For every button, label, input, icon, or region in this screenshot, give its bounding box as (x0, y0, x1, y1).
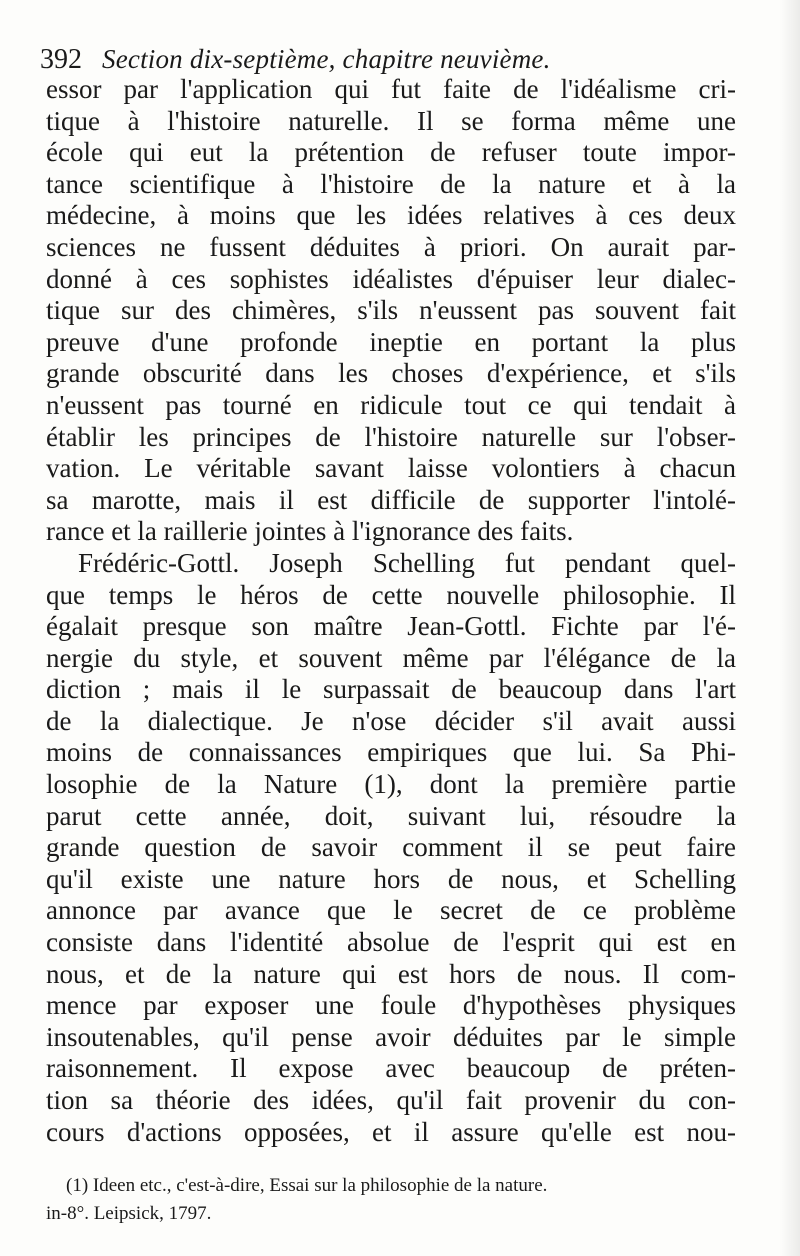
text-line: consiste dans l'identité absolue de l'esprit qui est en (46, 927, 736, 958)
text-line: grande question de savoir comment il se peut faire (46, 832, 736, 863)
text-line: médecine, à moins que les idées relatives à ces deux (46, 200, 736, 231)
text-line: établir les principes de l'histoire naturelle sur l'obser- (46, 421, 736, 452)
footnote-line: (1) Ideen etc., c'est-à-dire, Essai sur la philosophie de la nature. (66, 1175, 548, 1196)
text-line: mence par exposer une foule d'hypothèses physiques (46, 990, 736, 1021)
text-line: insoutenables, qu'il pense avoir déduites par le simple (46, 1021, 736, 1052)
text-line: raisonnement. Il expose avec beaucoup de préten- (46, 1053, 736, 1084)
footnote-line: in-8°. Leipsick, 1797. (46, 1203, 212, 1224)
text-line: tance scientifique à l'histoire de la nature et à la (46, 168, 736, 199)
text-line: n'eussent pas tourné en ridicule tout ce qui tendait à (46, 389, 736, 420)
text-line: cours d'actions opposées, et il assure qu'elle est nou- (46, 1116, 736, 1147)
text-line: rance et la raillerie jointes à l'ignorance des faits. (46, 516, 574, 547)
text-line: vation. Le véritable savant laisse volontiers à chacun (46, 453, 736, 484)
page-number: 392 (40, 44, 82, 75)
text-line: de la dialectique. Je n'ose décider s'il avait aussi (46, 705, 736, 736)
page-edge-shadow (780, 0, 800, 1256)
text-line: tique à l'histoire naturelle. Il se forma même une (46, 105, 736, 136)
text-line: essor par l'application qui fut faite de l'idéalisme cri- (46, 74, 736, 104)
running-head: Section dix-septième, chapitre neuvième. (102, 44, 551, 74)
text-line: tion sa théorie des idées, qu'il fait provenir du con- (46, 1085, 736, 1115)
text-line: moins de connaissances empiriques que lui. Sa Phi- (46, 737, 736, 768)
text-line: diction ; mais il le surpassait de beaucoup dans l'art (46, 674, 736, 705)
text-line: égalait presque son maître Jean-Gottl. Fichte par l'é- (46, 611, 736, 642)
text-line: tique sur des chimères, s'ils n'eussent pas souvent fait (46, 295, 736, 326)
text-line: Frédéric-Gottl. Joseph Schelling fut pendant quel- (78, 547, 736, 578)
text-line: donné à ces sophistes idéalistes d'épuiser leur dialec- (46, 263, 736, 294)
text-line: sciences ne fussent déduites à priori. On aurait par- (46, 231, 736, 262)
text-line: école qui eut la prétention de refuser toute impor- (46, 137, 736, 168)
text-line: nergie du style, et souvent même par l'élégance de la (46, 642, 736, 673)
footnotes (46, 1172, 736, 1228)
text-line: losophie de la Nature (1), dont la première partie (46, 769, 736, 800)
text-line: qu'il existe une nature hors de nous, et Schelling (46, 863, 736, 894)
text-line: que temps le héros de cette nouvelle philosophie. Il (46, 579, 736, 610)
text-line: nous, et de la nature qui est hors de nous. Il com- (46, 958, 736, 989)
text-line: preuve d'une profonde ineptie en portant la plus (46, 326, 736, 357)
text-line: sa marotte, mais il est difficile de supporter l'intolé- (46, 484, 736, 515)
text-line: grande obscurité dans les choses d'expérience, et s'ils (46, 358, 736, 389)
text-line: annonce par avance que le secret de ce problème (46, 895, 736, 926)
body-text (46, 74, 736, 1148)
text-line: parut cette année, doit, suivant lui, résoudre la (46, 800, 736, 831)
